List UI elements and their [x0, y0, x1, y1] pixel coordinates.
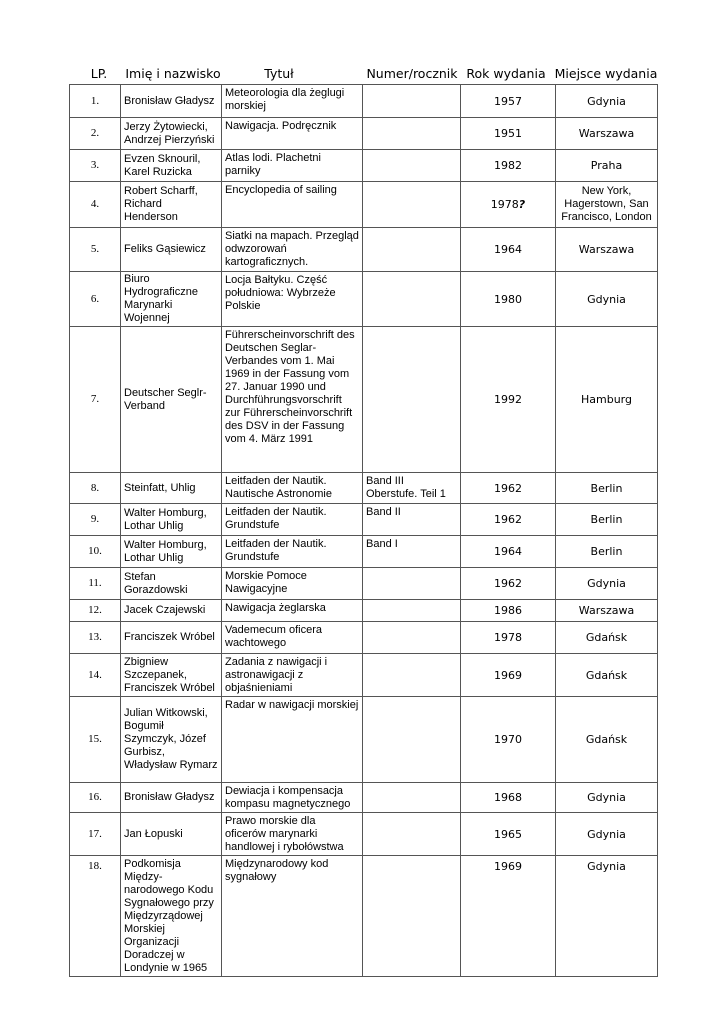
number-cell — [363, 856, 461, 977]
place-cell: Warszawa — [556, 600, 658, 622]
table-row — [70, 568, 658, 600]
row-number: 11. — [70, 568, 121, 600]
table-row — [70, 783, 658, 813]
number-cell — [363, 118, 461, 150]
number-cell — [363, 327, 461, 473]
place-cell: Gdynia — [556, 272, 658, 327]
number-cell — [363, 622, 461, 654]
author-cell: Franciszek Wróbel — [121, 622, 222, 654]
place-cell: Praha — [556, 150, 658, 182]
table-row — [70, 228, 658, 272]
place-cell: Gdynia — [556, 568, 658, 600]
place-cell: Gdynia — [556, 85, 658, 118]
header-lp: LP. — [90, 66, 108, 81]
table-row — [70, 327, 658, 473]
number-cell — [363, 85, 461, 118]
number-cell — [363, 654, 461, 697]
title-cell: Führerscheinvorschrift des Deutschen Seglar-Verbandes vom 1. Mai 1969 in der Fassung vom 27. Januar 1990 und Durchführungsvorschrift zur Führerscheinvorschrift des DSV in der Fassung vom 4. März 1991 — [222, 327, 363, 473]
table-row — [70, 150, 658, 182]
place-cell: Warszawa — [556, 118, 658, 150]
author-cell: Julian Witkowski, Bogumił Szymczyk, Józef Gurbisz, Władysław Rymarz — [121, 697, 222, 783]
title-cell: Meteorologia dla żeglugi morskiej — [222, 85, 363, 118]
number-cell — [363, 272, 461, 327]
row-number: 18. — [70, 856, 121, 977]
year-cell: 1992 — [461, 327, 556, 473]
number-cell — [363, 150, 461, 182]
bibliography-table — [69, 84, 658, 977]
year-cell: 1969 — [461, 654, 556, 697]
row-number: 14. — [70, 654, 121, 697]
place-cell: Warszawa — [556, 228, 658, 272]
number-cell — [363, 182, 461, 228]
title-cell: Encyclopedia of sailing — [222, 182, 363, 228]
number-cell — [363, 813, 461, 856]
row-number: 16. — [70, 783, 121, 813]
header-number: Numer/rocznik — [366, 66, 458, 81]
author-cell: Evzen Sknouril, Karel Ruzicka — [121, 150, 222, 182]
title-cell: Locja Bałtyku. Część południowa: Wybrzeże Polskie — [222, 272, 363, 327]
author-cell: Bronisław Gładysz — [121, 85, 222, 118]
author-cell: Bronisław Gładysz — [121, 783, 222, 813]
number-cell — [363, 228, 461, 272]
place-cell: Gdańsk — [556, 654, 658, 697]
row-number: 2. — [70, 118, 121, 150]
author-cell: Podkomisja Między-narodowego Kodu Sygnałowego przy Międzyrządowej Morskiej Organizacji Doradczej w Londynie w 1965 — [121, 856, 222, 977]
year-cell: 1962 — [461, 473, 556, 504]
place-cell: Gdynia — [556, 813, 658, 856]
number-cell — [363, 783, 461, 813]
table-row — [70, 654, 658, 697]
row-number: 4. — [70, 182, 121, 228]
year-cell: 1978 — [461, 622, 556, 654]
year-cell: 1962 — [461, 504, 556, 536]
row-number: 13. — [70, 622, 121, 654]
year-cell: 1969 — [461, 856, 556, 977]
year-cell: 1986 — [461, 600, 556, 622]
year-cell: 1951 — [461, 118, 556, 150]
row-number: 8. — [70, 473, 121, 504]
header-year: Rok wydania — [466, 66, 546, 81]
author-cell: Jan Łopuski — [121, 813, 222, 856]
year-cell: 1980 — [461, 272, 556, 327]
year-cell: 1957 — [461, 85, 556, 118]
table-row — [70, 813, 658, 856]
title-cell: Prawo morskie dla oficerów marynarki handlowej i rybołówstwa — [222, 813, 363, 856]
year-cell: 1968 — [461, 783, 556, 813]
title-cell: Dewiacja i kompensacja kompasu magnetycznego — [222, 783, 363, 813]
row-number: 6. — [70, 272, 121, 327]
row-number: 3. — [70, 150, 121, 182]
year-cell: 1965 — [461, 813, 556, 856]
header-name: Imię i nazwisko — [125, 66, 221, 81]
author-cell: Steinfatt, Uhlig — [121, 473, 222, 504]
table-row — [70, 536, 658, 568]
table-row — [70, 600, 658, 622]
number-cell — [363, 600, 461, 622]
number-cell — [363, 568, 461, 600]
title-cell: Radar w nawigacji morskiej — [222, 697, 363, 783]
row-number: 5. — [70, 228, 121, 272]
year-cell: 1962 — [461, 568, 556, 600]
author-cell: Walter Homburg, Lothar Uhlig — [121, 504, 222, 536]
row-number: 17. — [70, 813, 121, 856]
title-cell: Morskie Pomoce Nawigacyjne — [222, 568, 363, 600]
row-number: 10. — [70, 536, 121, 568]
table-header — [69, 66, 657, 84]
place-cell: Berlin — [556, 536, 658, 568]
year-cell: 1970 — [461, 697, 556, 783]
title-cell: Leitfaden der Nautik. Nautische Astronomie — [222, 473, 363, 504]
row-number: 1. — [70, 85, 121, 118]
title-cell: Zadania z nawigacji i astronawigacji z objaśnieniami — [222, 654, 363, 697]
table-row — [70, 118, 658, 150]
table-row — [70, 504, 658, 536]
place-cell: Hamburg — [556, 327, 658, 473]
uncertain-year-mark: ? — [518, 198, 526, 211]
place-cell: Gdynia — [556, 783, 658, 813]
place-cell: Gdańsk — [556, 622, 658, 654]
title-cell: Vademecum oficera wachtowego — [222, 622, 363, 654]
row-number: 9. — [70, 504, 121, 536]
table-row — [70, 622, 658, 654]
table-row — [70, 182, 658, 228]
table-row — [70, 85, 658, 118]
author-cell: Deutscher Seglr-Verband — [121, 327, 222, 473]
number-cell: Band II — [363, 504, 461, 536]
place-cell: New York, Hagerstown, San Francisco, London — [556, 182, 658, 228]
place-cell: Gdynia — [556, 856, 658, 977]
place-cell: Berlin — [556, 504, 658, 536]
year-cell — [461, 182, 556, 228]
table-row — [70, 697, 658, 783]
author-cell: Jacek Czajewski — [121, 600, 222, 622]
title-cell: Leitfaden der Nautik. Grundstufe — [222, 536, 363, 568]
place-cell: Gdańsk — [556, 697, 658, 783]
year-cell: 1964 — [461, 228, 556, 272]
table-row — [70, 272, 658, 327]
table-row — [70, 473, 658, 504]
year-value: 1978 — [490, 198, 519, 211]
author-cell: Stefan Gorazdowski — [121, 568, 222, 600]
year-cell: 1964 — [461, 536, 556, 568]
table-row — [70, 856, 658, 977]
row-number: 7. — [70, 327, 121, 473]
title-cell: Nawigacja żeglarska — [222, 600, 363, 622]
year-cell: 1982 — [461, 150, 556, 182]
row-number: 15. — [70, 697, 121, 783]
number-cell: Band I — [363, 536, 461, 568]
title-cell: Atlas lodi. Plachetni parniky — [222, 150, 363, 182]
number-cell — [363, 697, 461, 783]
table-body — [70, 85, 658, 977]
author-cell: Robert Scharff, Richard Henderson — [121, 182, 222, 228]
author-cell: Zbigniew Szczepanek, Franciszek Wróbel — [121, 654, 222, 697]
number-cell: Band III Oberstufe. Teil 1 — [363, 473, 461, 504]
header-place: Miejsce wydania — [554, 66, 658, 81]
author-cell: Biuro Hydrograficzne Marynarki Wojennej — [121, 272, 222, 327]
author-cell: Feliks Gąsiewicz — [121, 228, 222, 272]
title-cell: Siatki na mapach. Przegląd odwzorowań kartograficznych. — [222, 228, 363, 272]
author-cell: Jerzy Żytowiecki, Andrzej Pierzyński — [121, 118, 222, 150]
header-title: Tytuł — [264, 66, 294, 81]
author-cell: Walter Homburg, Lothar Uhlig — [121, 536, 222, 568]
title-cell: Międzynarodowy kod sygnałowy — [222, 856, 363, 977]
title-cell: Leitfaden der Nautik. Grundstufe — [222, 504, 363, 536]
title-cell: Nawigacja. Podręcznik — [222, 118, 363, 150]
place-cell: Berlin — [556, 473, 658, 504]
row-number: 12. — [70, 600, 121, 622]
